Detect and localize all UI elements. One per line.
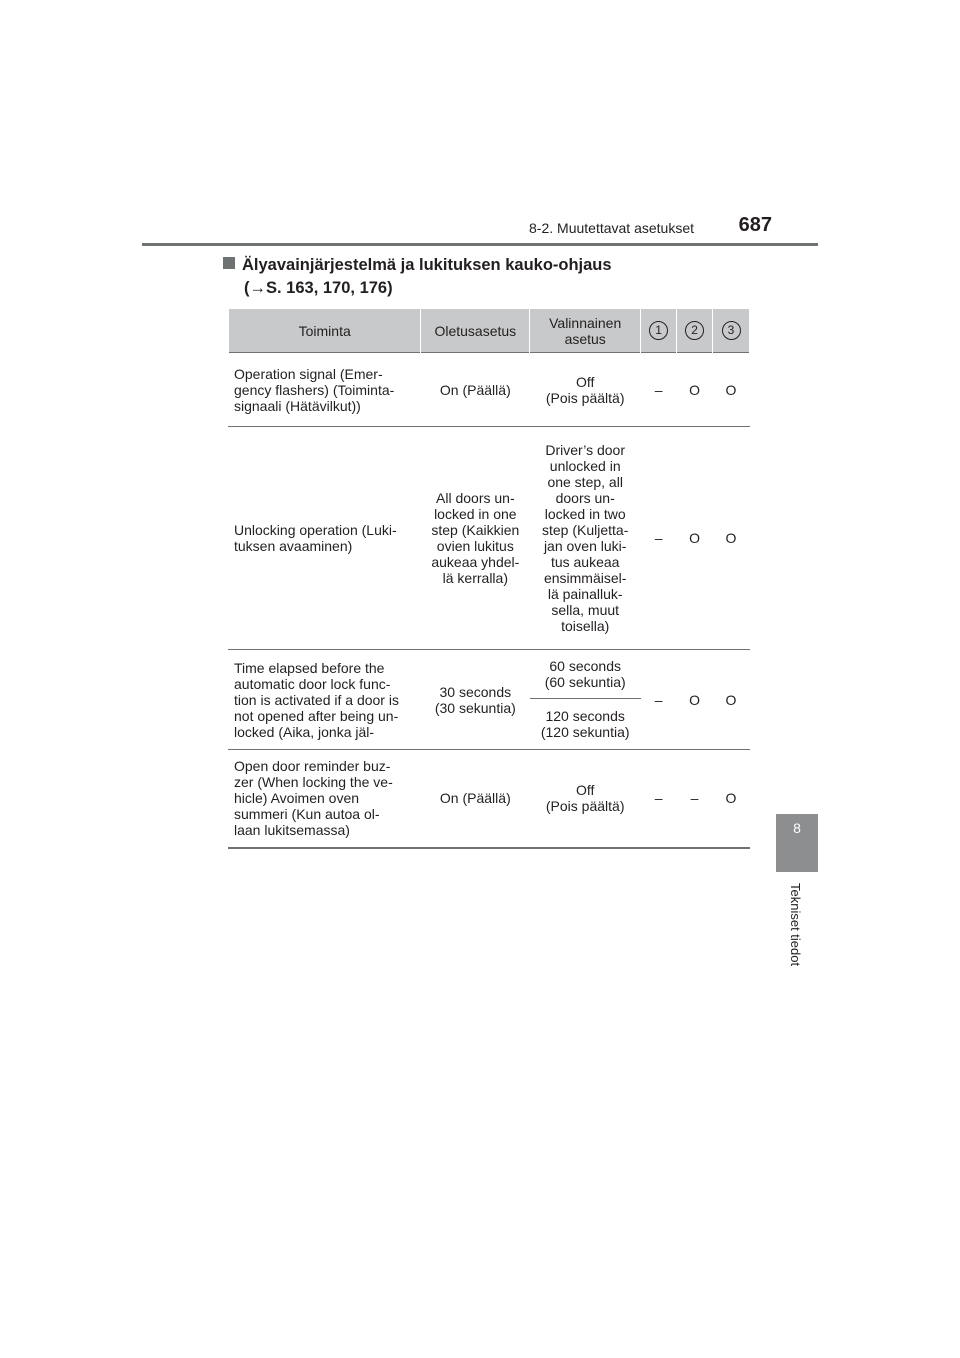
option-cell: Off (Pois päältä) <box>530 353 641 427</box>
chapter-tab <box>776 814 818 872</box>
section-heading <box>223 254 612 300</box>
mark-cell-3: O <box>713 650 750 750</box>
heading-title: Älyavainjärjestelmä ja lukituksen kauko-ohjaus <box>242 256 612 274</box>
mark-cell-1: – <box>641 750 677 848</box>
bullet-square-icon <box>223 257 235 269</box>
circled-3-icon: 3 <box>722 321 741 340</box>
option-cell: 120 seconds (120 sekuntia) <box>530 699 641 750</box>
mark-cell-1: – <box>641 427 677 650</box>
header-rule <box>142 243 818 246</box>
default-cell: On (Päällä) <box>421 750 530 848</box>
section-title: 8-2. Muutettavat asetukset <box>529 220 694 236</box>
page-number: 687 <box>738 214 772 236</box>
mark-cell-2: O <box>677 650 713 750</box>
chapter-number: 8 <box>793 820 801 836</box>
mark-cell-3: O <box>713 750 750 848</box>
column-header-1 <box>641 309 677 353</box>
circled-1-icon: 1 <box>649 321 668 340</box>
settings-table <box>228 309 750 849</box>
mark-cell-1: – <box>641 353 677 427</box>
page-header <box>142 214 818 246</box>
table-header-row <box>229 309 750 353</box>
column-header-3 <box>713 309 750 353</box>
mark-cell-2: O <box>677 353 713 427</box>
column-header-function: Toiminta <box>229 309 421 353</box>
column-header-default: Oletusasetus <box>421 309 530 353</box>
function-cell: Unlocking operation (Luki- tuksen avaaminen) <box>229 427 421 650</box>
table-row <box>229 750 750 848</box>
table-row <box>229 650 750 699</box>
mark-cell-3: O <box>713 427 750 650</box>
mark-cell-1: – <box>641 650 677 750</box>
function-cell: Operation signal (Emer- gency flashers) (Toiminta- signaali (Hätävilkut)) <box>229 353 421 427</box>
column-header-optional-label: Valinnainen asetus <box>549 314 622 347</box>
heading-reference: (→S. 163, 170, 176) <box>244 279 393 297</box>
default-cell: On (Päällä) <box>421 353 530 427</box>
table-row <box>229 427 750 650</box>
chapter-label-container <box>788 883 808 993</box>
default-cell: 30 seconds (30 sekuntia) <box>421 650 530 750</box>
option-cell: Off (Pois päältä) <box>530 750 641 848</box>
function-cell: Open door reminder buz- zer (When locking the ve- hicle) Avoimen oven summeri (Kun autoa ol- laan lukitsemassa) <box>229 750 421 848</box>
circled-2-icon: 2 <box>685 321 704 340</box>
default-cell: All doors un- locked in one step (Kaikkien ovien lukitus aukeaa yhdel- lä kerralla) <box>421 427 530 650</box>
column-header-optional <box>530 309 641 353</box>
table-row <box>229 353 750 427</box>
mark-cell-2: O <box>677 427 713 650</box>
function-cell: Time elapsed before the automatic door lock func- tion is activated if a door is not opened after being un- locked (Aika, jonka jäl- <box>229 650 421 750</box>
option-cell: 60 seconds (60 sekuntia) <box>530 650 641 699</box>
option-cell: Driver’s door unlocked in one step, all doors un- locked in two step (Kuljetta- jan oven luki- tus aukeaa ensimmäisel- lä painalluk- sella, muut toisella) <box>530 427 641 650</box>
mark-cell-2: – <box>677 750 713 848</box>
mark-cell-3: O <box>713 353 750 427</box>
column-header-2 <box>677 309 713 353</box>
chapter-label: Tekniset tiedot <box>788 883 803 967</box>
